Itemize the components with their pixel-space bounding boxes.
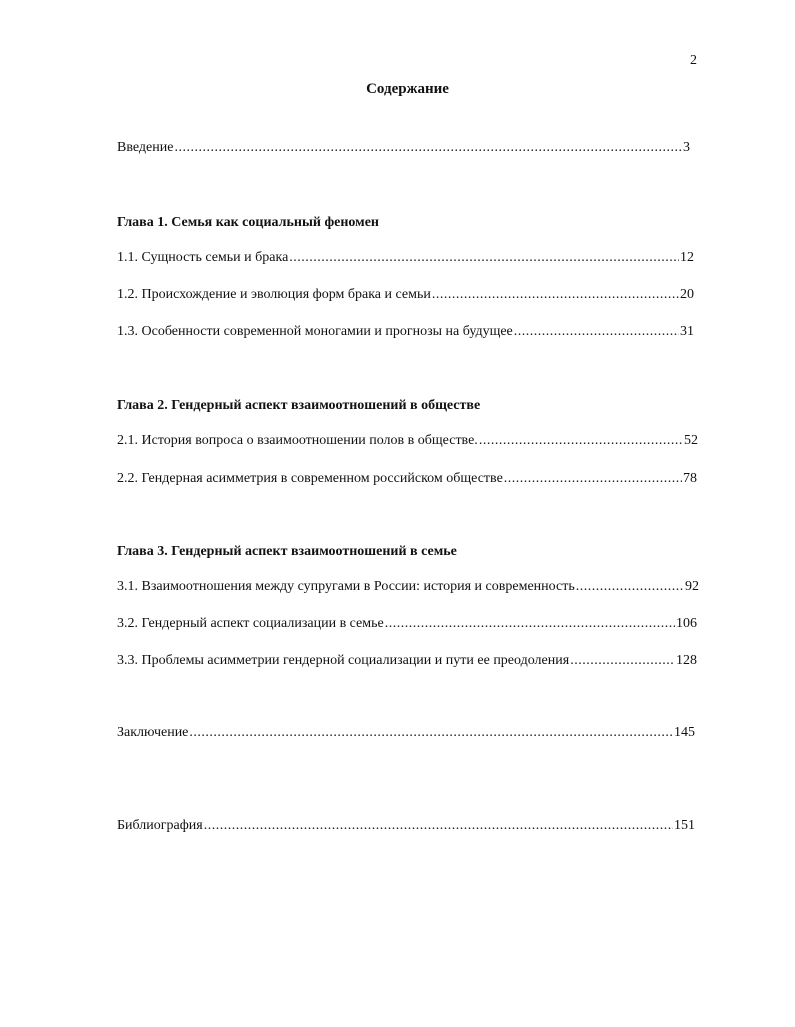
toc-entry-3-2[interactable] (117, 616, 697, 632)
dot-leader (174, 140, 682, 156)
dot-leader (204, 818, 673, 834)
toc-entry-intro[interactable] (117, 140, 690, 156)
page-title: Содержание (366, 81, 449, 97)
toc-entry-page: 128 (676, 653, 697, 668)
chapter-3-heading[interactable]: Глава 3. Гендерный аспект взаимоотношений в семье (117, 544, 457, 559)
toc-entry-page: 78 (683, 471, 697, 486)
dot-leader (514, 324, 679, 340)
dot-leader (385, 616, 675, 632)
toc-entry-page: 31 (680, 324, 694, 339)
toc-entry-label: Библиография (117, 818, 203, 833)
toc-entry-label: Введение (117, 140, 174, 155)
toc-entry-label: 1.2. Происхождение и эволюция форм брака и семьи (117, 287, 431, 302)
toc-entry-label: 2.2. Гендерная асимметрия в современном российском обществе (117, 471, 503, 486)
toc-entry-conclusion[interactable] (117, 725, 695, 741)
toc-entry-page: 145 (674, 725, 695, 740)
toc-entry-page: 52 (684, 433, 698, 448)
toc-entry-label: 3.1. Взаимоотношения между супругами в России: история и современность (117, 579, 575, 594)
toc-entry-page: 151 (674, 818, 695, 833)
chapter-2-heading[interactable]: Глава 2. Гендерный аспект взаимоотношений в обществе (117, 398, 481, 413)
toc-entry-label: 3.3. Проблемы асимметрии гендерной социализации и пути ее преодоления (117, 653, 570, 668)
dot-leader (570, 653, 675, 669)
toc-entry-1-3[interactable] (117, 324, 694, 340)
dot-leader (189, 725, 673, 741)
toc-entry-1-2[interactable] (117, 287, 694, 303)
toc-entry-page: 92 (685, 579, 699, 594)
toc-entry-page: 20 (680, 287, 694, 302)
toc-entry-label: 1.1. Сущность семьи и брака (117, 250, 289, 265)
dot-leader (504, 471, 682, 487)
toc-entry-2-2[interactable] (117, 471, 697, 487)
chapter-1-heading[interactable]: Глава 1. Семья как социальный феномен (117, 215, 379, 230)
toc-entry-page: 12 (680, 250, 694, 265)
page-number: 2 (690, 53, 697, 68)
dot-leader (576, 579, 684, 595)
toc-entry-1-1[interactable] (117, 250, 694, 266)
toc-entry-page: 3 (683, 140, 690, 155)
toc-entry-label: 2.1. История вопроса о взаимоотношении полов в обществе. (117, 433, 478, 448)
toc-entry-2-1[interactable] (117, 433, 698, 449)
toc-entry-3-3[interactable] (117, 653, 697, 669)
dot-leader (479, 433, 683, 449)
toc-entry-label: 1.3. Особенности современной моногамии и прогнозы на будущее (117, 324, 513, 339)
toc-entry-label: Заключение (117, 725, 189, 740)
dot-leader (289, 250, 679, 266)
toc-entry-label: 3.2. Гендерный аспект социализации в семье (117, 616, 384, 631)
toc-entry-page: 106 (676, 616, 697, 631)
dot-leader (432, 287, 679, 303)
toc-entry-bibliography[interactable] (117, 818, 695, 834)
toc-entry-3-1[interactable] (117, 579, 699, 595)
